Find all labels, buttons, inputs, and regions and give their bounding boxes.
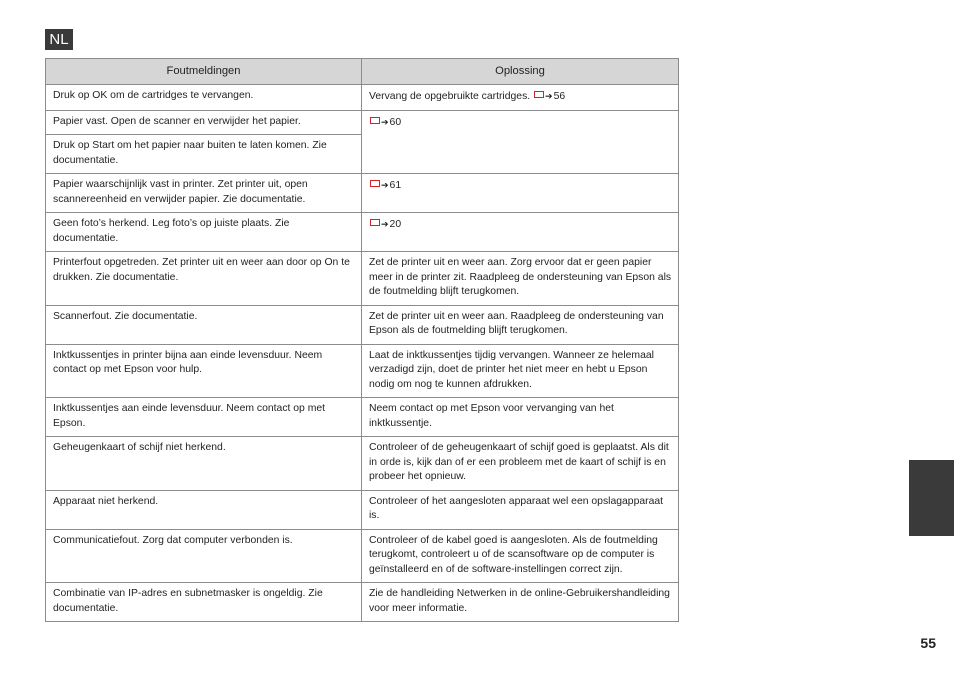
solution-cell — [362, 174, 679, 213]
arrow-right-icon: ➔ — [545, 91, 553, 101]
error-message: Printerfout opgetreden. Zet printer uit en weer aan door op On te drukken. Zie documentatie. — [46, 252, 362, 306]
book-icon — [370, 117, 380, 124]
error-message: Apparaat niet herkend. — [46, 490, 362, 529]
page-reference: 56 — [553, 91, 566, 102]
table-row — [46, 213, 679, 252]
table-row — [46, 583, 679, 622]
table-row — [46, 490, 679, 529]
arrow-right-icon: ➔ — [381, 180, 389, 190]
arrow-right-icon: ➔ — [381, 219, 389, 229]
table-row — [46, 437, 679, 491]
error-message: Combinatie van IP-adres en subnetmasker is ongeldig. Zie documentatie. — [46, 583, 362, 622]
solution-cell — [362, 110, 679, 174]
chapter-side-tab — [909, 460, 954, 536]
solution-text: Controleer of het aangesloten apparaat wel een opslagapparaat is. — [362, 490, 679, 529]
solution-cell — [362, 213, 679, 252]
page-reference: 60 — [389, 116, 402, 128]
error-message: Papier waarschijnlijk vast in printer. Zet printer uit, open scannereenheid en verwijder papier. Zie documentatie. — [46, 174, 362, 213]
column-header-error: Foutmeldingen — [46, 59, 362, 85]
error-message: Geen foto’s herkend. Leg foto’s op juiste plaats. Zie documentatie. — [46, 213, 362, 252]
page-reference: 61 — [389, 180, 402, 191]
book-icon — [370, 180, 380, 187]
solution-text: Zet de printer uit en weer aan. Zorg ervoor dat er geen papier meer in de printer zit. Raadpleeg de ondersteuning van Epson als de foutmelding blijft terugkomen. — [362, 252, 679, 306]
solution-text: Vervang de opgebruikte cartridges. — [369, 91, 531, 102]
arrow-right-icon: ➔ — [381, 116, 389, 127]
error-message: Druk op OK om de cartridges te vervangen. — [46, 85, 362, 111]
table-header-row — [46, 59, 679, 85]
error-message: Scannerfout. Zie documentatie. — [46, 305, 362, 344]
solution-text: Neem contact op met Epson voor vervanging van het inktkussentje. — [362, 398, 679, 437]
error-message: Inktkussentjes aan einde levensduur. Neem contact op met Epson. — [46, 398, 362, 437]
table-row — [46, 252, 679, 306]
error-message: Geheugenkaart of schijf niet herkend. — [46, 437, 362, 491]
error-message: Druk op Start om het papier naar buiten te laten komen. Zie documentatie. — [46, 135, 362, 174]
solution-text: Zet de printer uit en weer aan. Raadpleeg de ondersteuning van Epson als de foutmelding blijft terugkomen. — [362, 305, 679, 344]
error-message: Papier vast. Open de scanner en verwijder het papier. — [46, 110, 362, 135]
solution-text: Controleer of de kabel goed is aangesloten. Als de foutmelding terugkomt, controleert u of de scansoftware op de computer is geïnstalleerd en of de software-instellingen correct zijn. — [362, 529, 679, 583]
table-row — [46, 110, 679, 135]
table-row — [46, 174, 679, 213]
page-reference: 20 — [389, 219, 402, 230]
page-number: 55 — [920, 635, 936, 651]
solution-cell — [362, 85, 679, 111]
solution-text: Laat de inktkussentjes tijdig vervangen. Wanneer ze helemaal verzadigd zijn, doet de printer het niet meer en hebt u Epson nodig om nog te kunnen afdrukken. — [362, 344, 679, 398]
table-row — [46, 305, 679, 344]
book-icon — [370, 219, 380, 226]
solution-text: Zie de handleiding Netwerken in de online-Gebruikershandleiding voor meer informatie. — [362, 583, 679, 622]
solution-text: Controleer of de geheugenkaart of schijf goed is geplaatst. Als dit in orde is, kijk dan of er een probleem met de kaart of schijf is en probeer het opnieuw. — [362, 437, 679, 491]
table-row — [46, 398, 679, 437]
error-messages-table — [45, 58, 679, 622]
error-message: Communicatiefout. Zorg dat computer verbonden is. — [46, 529, 362, 583]
column-header-solution: Oplossing — [362, 59, 679, 85]
error-message: Inktkussentjes in printer bijna aan einde levensduur. Neem contact op met Epson voor hulp. — [46, 344, 362, 398]
table-row — [46, 85, 679, 111]
book-icon — [534, 91, 544, 98]
table-row — [46, 529, 679, 583]
table-row — [46, 344, 679, 398]
language-badge: NL — [45, 29, 73, 50]
